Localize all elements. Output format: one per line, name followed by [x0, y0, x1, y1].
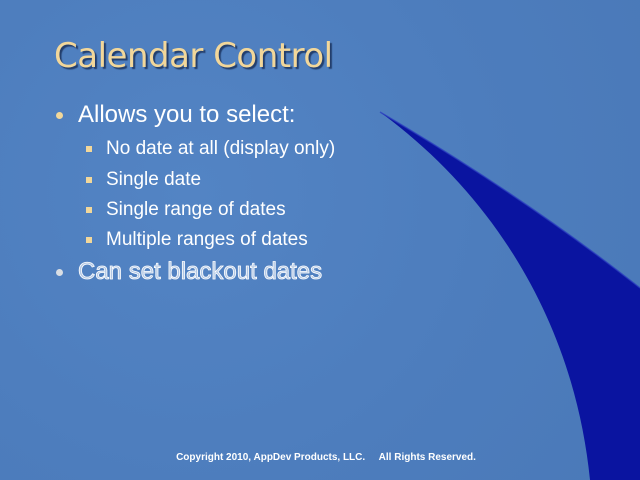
square-bullet-icon [86, 146, 92, 152]
sub-bullet-text: No date at all (display only) [106, 138, 336, 159]
slide-title: Calendar Control [54, 36, 333, 76]
sub-bullet-text: Single range of dates [106, 199, 286, 220]
bullet-dot-icon [56, 269, 63, 276]
bullet-text: Allows you to select: [78, 101, 296, 128]
square-bullet-icon [86, 237, 92, 243]
bullet-text: Can set blackout dates [78, 258, 323, 285]
square-bullet-icon [86, 207, 92, 213]
bullet-dot-icon [56, 112, 63, 119]
sub-bullet-text: Single date [106, 169, 202, 190]
copyright-footer: Copyright 2010, AppDev Products, LLC. All Rights Reserved. [176, 452, 476, 463]
sub-bullet-text: Multiple ranges of dates [106, 229, 308, 250]
square-bullet-icon [86, 177, 92, 183]
